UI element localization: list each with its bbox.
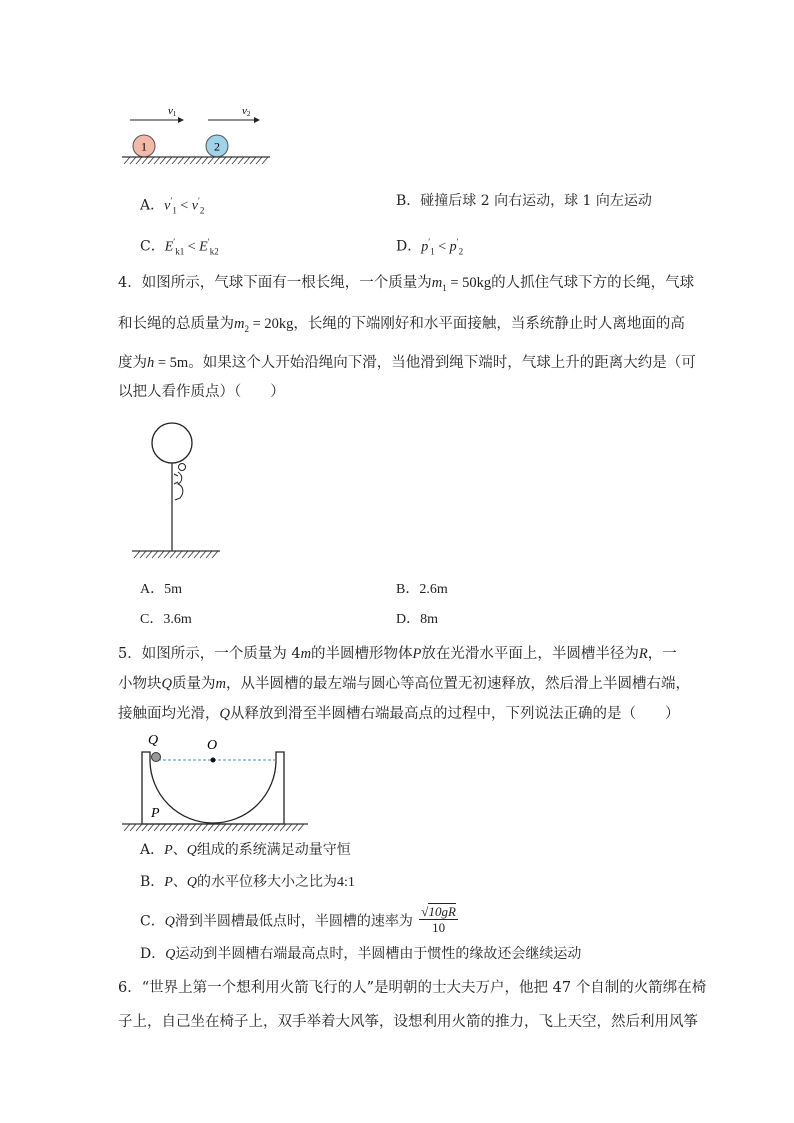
p-label: P <box>151 806 160 821</box>
q4-option-b[interactable]: B．2.6m <box>396 582 448 597</box>
ball-2-label: 2 <box>214 139 220 154</box>
v1-label: v1 <box>168 105 177 118</box>
q4-stem-line-1: 4．如图所示，气球下面有一根长绳，一个质量为$m_1 = 50kg$的人抓住气球下方的长绳，气球 <box>118 275 695 293</box>
q5-option-d[interactable]: D．Q运动到半圆槽右端最高点时，半圆槽由于惯性的缘故还会继续运动 <box>140 946 582 962</box>
o-label: O <box>207 738 218 753</box>
ball-1-label: 1 <box>141 139 147 154</box>
q4-option-a[interactable]: A．5m <box>140 582 183 597</box>
q3-option-d[interactable]: D．$p'_1 < p'_2$ <box>396 237 464 257</box>
q3-option-a[interactable]: A．$v'_1 < v'_2$ <box>140 196 205 216</box>
q4-figure <box>128 418 228 568</box>
q4-option-c[interactable]: C．3.6m <box>140 612 192 627</box>
q-label: Q <box>148 733 159 748</box>
ground-hatch <box>124 157 268 164</box>
q5-stem-line-3: 接触面均光滑，Q从释放到滑至半圆槽右端最高点的过程中，下列说法正确的是（ ） <box>118 706 680 722</box>
q4-stem-line-3: 度为h = 5m。如果这个人开始沿绳向下滑，当他滑到绳下端时，气球上升的距离大约是（可 <box>118 355 696 371</box>
q5-stem-line-2: 小物块Q质量为m，从半圆槽的最左端与圆心等高位置无初速释放，然后滑上半圆槽右端， <box>118 676 690 692</box>
q5-figure <box>118 728 318 838</box>
q4-stem-line-4: 以把人看作质点）（ ） <box>118 384 285 400</box>
q3-option-c[interactable]: C．$E'_{k1} < E'_{k2}$ <box>140 237 219 257</box>
person-figure <box>174 464 186 501</box>
center-point-o <box>211 758 216 763</box>
q4-option-d[interactable]: D．8m <box>396 612 439 627</box>
q5-option-a[interactable]: A．P、Q组成的系统满足动量守恒 <box>140 842 351 858</box>
q5-option-c[interactable]: C．Q滑到半圆槽最低点时，半圆槽的速率为 $\frac{√10gR}{10}$ <box>140 904 456 935</box>
balloon <box>152 423 192 463</box>
block-q <box>152 753 161 762</box>
velocity-fraction: $\frac{√10gR}{10}$ <box>421 904 456 935</box>
q5-option-b[interactable]: B．P、Q的水平位移大小之比为4:1 <box>140 874 355 890</box>
q3-figure <box>118 100 278 160</box>
ground-hatch <box>134 551 218 558</box>
q5-stem-line-1: 5．如图所示，一个质量为 4m的半圆槽形物体P放在光滑水平面上，半圆槽半径为R，一 <box>118 646 677 662</box>
q6-stem-line-2: 子上，自己坐在椅子上，双手举着大风筝，设想利用火箭的推力，飞上天空，然后利用风筝 <box>118 1014 698 1030</box>
velocity-arrow-2 <box>208 117 260 123</box>
half-pipe-body <box>142 752 284 824</box>
ground-hatch <box>124 824 304 831</box>
v2-label: v2 <box>242 105 251 118</box>
q4-stem-line-2: 和长绳的总质量为$m_2 = 20kg$，长绳的下端刚好和水平面接触，当系统静止时人离地面的高 <box>118 316 685 334</box>
q6-stem-line-1: 6．“世界上第一个想利用火箭飞行的人”是明朝的士大夫万户，他把 47 个自制的火箭绑在椅 <box>118 980 707 996</box>
q3-option-b[interactable]: B．碰撞后球 2 向右运动，球 1 向左运动 <box>396 193 652 209</box>
